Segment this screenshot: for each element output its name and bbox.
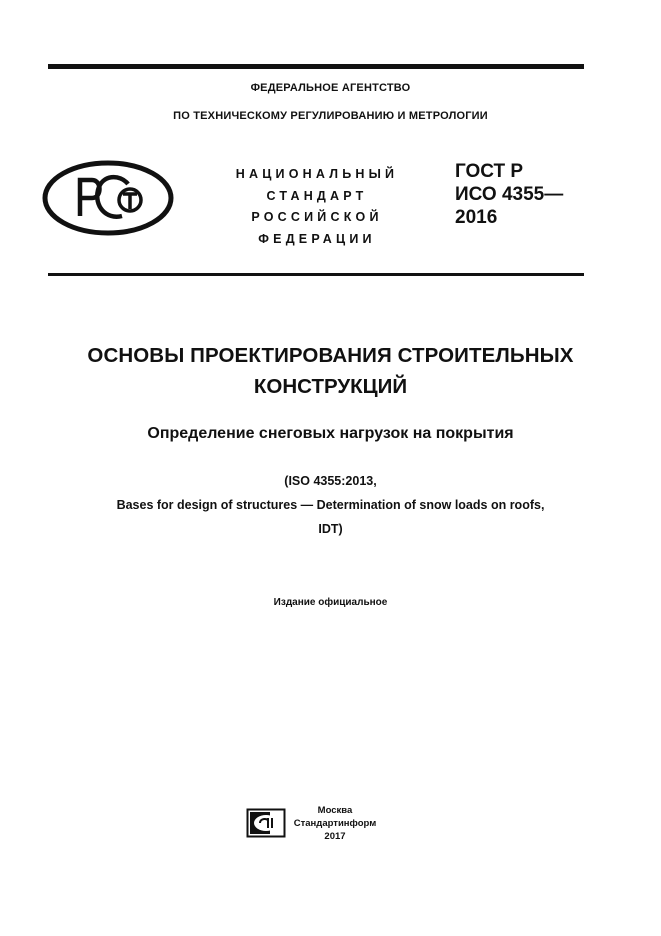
agency-line-1: ФЕДЕРАЛЬНОЕ АГЕНТСТВО — [250, 82, 411, 94]
standard-code — [455, 160, 563, 229]
original-standard-title: Bases for design of structures — Determination of snow loads on roofs, — [116, 498, 545, 512]
publisher-block — [292, 804, 378, 843]
agency-line-2: ПО ТЕХНИЧЕСКОМУ РЕГУЛИРОВАНИЮ И МЕТРОЛОГИИ — [173, 110, 488, 122]
standard-code-line: ИСО 4355— — [455, 184, 564, 205]
middle-rule — [48, 273, 584, 276]
top-rule — [48, 64, 584, 69]
standard-type-line: РОССИЙСКОЙ — [251, 210, 383, 224]
original-standard-ref: (ISO 4355:2013, — [284, 474, 377, 488]
standard-type — [210, 164, 424, 250]
standard-code-line: 2016 — [455, 207, 498, 228]
standartinform-logo-icon — [246, 808, 286, 838]
standard-code-line: ГОСТ Р — [455, 161, 524, 182]
standard-type-line: СТАНДАРТ — [266, 188, 368, 203]
standard-type-line: НАЦИОНАЛЬНЫЙ — [235, 167, 399, 181]
document-title-line-2: КОНСТРУКЦИЙ — [253, 375, 408, 398]
document-subtitle: Определение снеговых нагрузок на покрытия — [147, 425, 514, 442]
document-title-line-1: ОСНОВЫ ПРОЕКТИРОВАНИЯ СТРОИТЕЛЬНЫХ — [87, 344, 574, 367]
rst-conformity-mark-icon — [42, 160, 174, 236]
standard-type-line: ФЕДЕРАЦИИ — [258, 231, 376, 246]
publisher-name: Стандартинформ — [293, 818, 377, 829]
original-standard-equivalence: IDT) — [318, 522, 343, 536]
edition-label: Издание официальное — [273, 597, 388, 608]
publisher-city: Москва — [317, 805, 353, 816]
publication-year: 2017 — [324, 831, 346, 842]
